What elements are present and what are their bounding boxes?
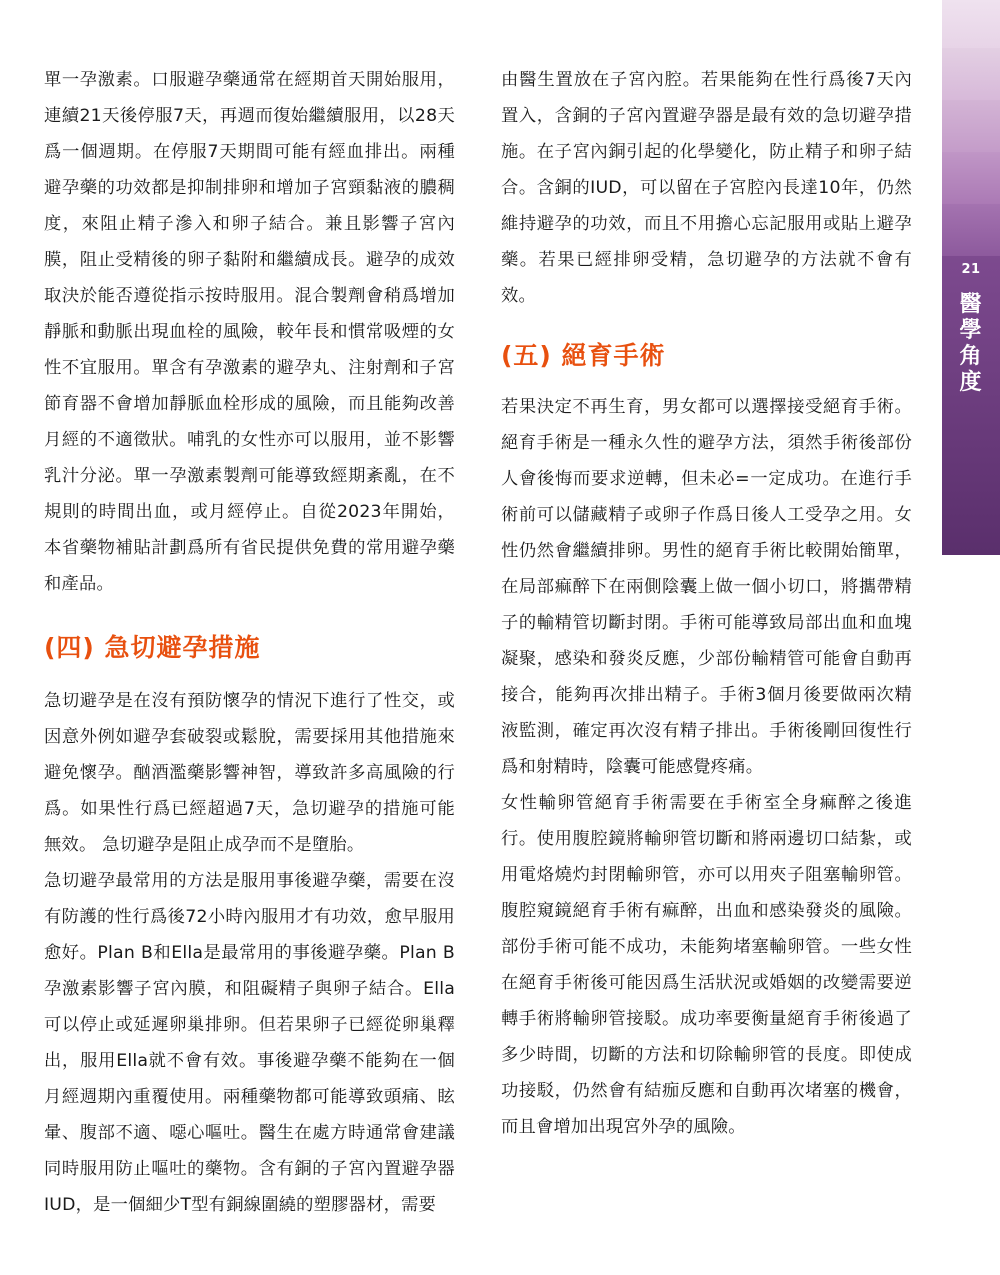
right-paragraph-1: 由醫生置放在子宮內腔。若果能夠在性行爲後7天內置入，含銅的子宮內置避孕器是最有效的急切避孕措施。在子宮內銅引起的化學變化，防止精子和卵子結合。含銅的IUD，可以留在子宮腔內長達10年，仍然維持避孕的功效，而且不用擔心忘記服用或貼上避孕藥。若果已經排卵受精，急切避孕的方法就不會有效。 bbox=[501, 70, 912, 306]
right-paragraph-3: 女性輸卵管絕育手術需要在手術室全身痲醉之後進行。使用腹腔鏡將輸卵管切斷和將兩邊切口結紮，或用電烙燒灼封閉輸卵管，亦可以用夾子阻塞輸卵管。腹腔窺鏡絕育手術有痲醉，出血和感染發炎的風險。部份手術可能不成功，未能夠堵塞輸卵管。一些女性在絕育手術後可能因爲生活狀況或婚姻的改變需要逆轉手術將輸卵管接駁。成功率要衡量絕育手術後過了多少時間，切斷的方法和切除輸卵管的長度。即使成功接駁，仍然會有結痂反應和自動再次堵塞的機會，而且會增加出現宮外孕的風險。 bbox=[501, 792, 912, 1137]
left-heading-block bbox=[44, 602, 455, 683]
left-paragraph-3: 急切避孕最常用的方法是服用事後避孕藥，需要在沒有防護的性行爲後72小時內服用才有功效，愈早服用愈好。Plan B和Ella是最常用的事後避孕藥。Plan B孕激素影響子宮內膜，和阻礙精子與卵子結合。Ella可以停止或延遲卵巢排卵。但若果卵子已經從卵巢釋出，服用Ella就不會有效。事後避孕藥不能夠在一個月經週期內重覆使用。兩種藥物都可能導致頭痛、眩暈、腹部不適、噁心嘔吐。醫生在處方時通常會建議同時服用防止嘔吐的藥物。含有銅的子宮內置避孕器IUD，是一個細少T型有銅線圍繞的塑膠器材，需要 bbox=[44, 870, 455, 1215]
section-heading-sterilization-surgery: (五) 絕育手術 bbox=[501, 341, 666, 370]
side-tab-band-3 bbox=[942, 100, 1000, 152]
section-heading-emergency-contraception: (四) 急切避孕措施 bbox=[44, 633, 261, 662]
right-heading-block bbox=[501, 314, 912, 389]
side-tab-title-char-1: 醫 bbox=[959, 292, 983, 317]
right-paragraph-2: 若果決定不再生育，男女都可以選擇接受絕育手術。絕育手術是一種永久性的避孕方法，須然手術後部份人會後悔而要求逆轉，但未必=一定成功。在進行手術前可以儲藏精子或卵子作爲日後人工受孕之用。女性仍然會繼續排卵。男性的絕育手術比較開始簡單，在局部痲醉下在兩側陰囊上做一個小切口，將攜帶精子的輸精管切斷封閉。手術可能導致局部出血和血塊凝聚，感染和發炎反應，少部份輸精管可能會自動再接合，能夠再次排出精子。手術3個月後要做兩次精液監測，確定再次沒有精子排出。手術後剛回復性行爲和射精時，陰囊可能感覺疼痛。 bbox=[501, 396, 912, 777]
page-side-tab bbox=[942, 0, 1000, 555]
side-tab-band-5 bbox=[942, 204, 1000, 256]
page-number: 21 bbox=[961, 262, 981, 277]
left-column bbox=[44, 62, 455, 1223]
side-tab-title-char-2: 學 bbox=[959, 317, 983, 343]
left-paragraph-2: 急切避孕是在沒有預防懷孕的情況下進行了性交，或因意外例如避孕套破裂或鬆脫，需要採用其他措施來避免懷孕。酗酒濫藥影響神智，導致許多高風險的行爲。如果性行爲已經超過7天，急切避孕的措施可能無效。 急切避孕是阻止成孕而不是墮胎。 bbox=[44, 690, 455, 855]
side-tab-title-char-4: 度 bbox=[959, 369, 983, 395]
side-tab-band-1 bbox=[942, 0, 1000, 48]
page-content bbox=[44, 62, 912, 1223]
side-tab-title bbox=[942, 292, 1000, 396]
side-tab-band-4 bbox=[942, 152, 1000, 204]
side-tab-title-char-3: 角 bbox=[959, 343, 983, 369]
right-column bbox=[501, 62, 912, 1223]
left-paragraph-1: 單一孕激素。口服避孕藥通常在經期首天開始服用，連續21天後停服7天，再週而復始繼續服用，以28天爲一個週期。在停服7天期間可能有經血排出。兩種避孕藥的功效都是抑制排卵和增加子宮頸黏液的膿稠度，來阻止精子滲入和卵子結合。兼且影響子宮內膜，阻止受精後的卵子黏附和繼續成長。避孕的成效取決於能否遵從指示按時服用。混合製劑會稍爲增加靜脈和動脈出現血栓的風險，較年長和慣常吸煙的女性不宜服用。單含有孕激素的避孕丸、注射劑和子宮節育器不會增加靜脈血栓形成的風險，而且能夠改善月經的不適徵狀。哺乳的女性亦可以服用，並不影響乳汁分泌。單一孕激素製劑可能導致經期紊亂，在不規則的時間出血，或月經停止。自從2023年開始，本省藥物補貼計劃爲所有省民提供免費的常用避孕藥和產品。 bbox=[44, 70, 455, 594]
side-tab-band-2 bbox=[942, 48, 1000, 100]
